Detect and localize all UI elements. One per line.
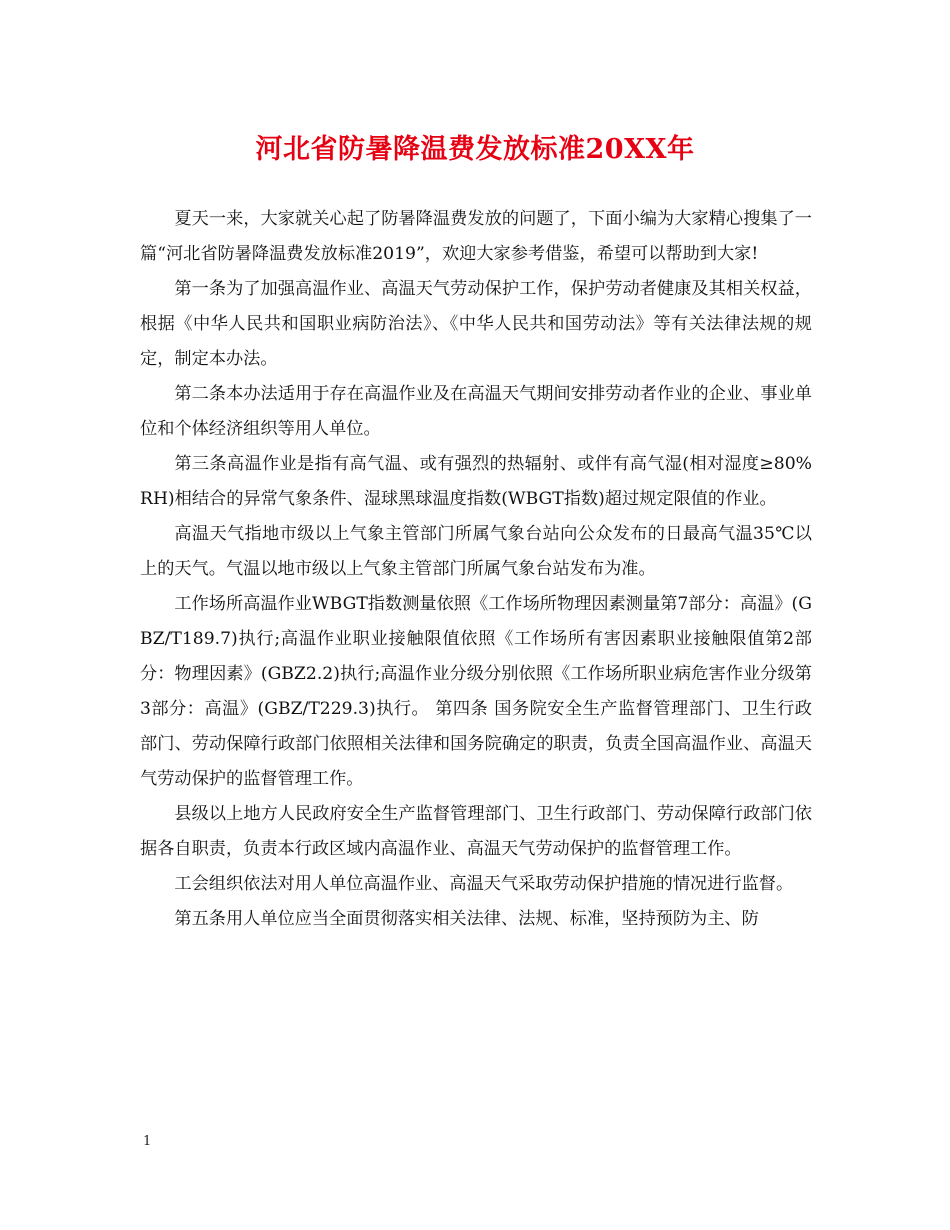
document-body xyxy=(140,202,812,937)
paragraph-article-2: 第二条本办法适用于存在高温作业及在高温天气期间安排劳动者作业的企业、事业单位和个体经济组织等用人单位。 xyxy=(140,384,812,439)
paragraph-high-temperature-weather: 高温天气指地市级以上气象主管部门所属气象台站向公众发布的日最高气温35℃以上的天气。气温以地市级以上气象主管部门所属气象台站发布为准。 xyxy=(140,524,812,579)
paragraph-article-1: 第一条为了加强高温作业、高温天气劳动保护工作，保护劳动者健康及其相关权益，根据《中华人民共和国职业病防治法》、《中华人民共和国劳动法》等有关法律法规的规定，制定本办法。 xyxy=(140,279,812,369)
paragraph-union-supervision: 工会组织依法对用人单位高温作业、高温天气采取劳动保护措施的情况进行监督。 xyxy=(174,874,794,894)
paragraph-article-5: 第五条用人单位应当全面贯彻落实相关法律、法规、标准，坚持预防为主、防 xyxy=(174,909,759,929)
paragraph-article-3: 第三条高温作业是指有高气温、或有强烈的热辐射、或伴有高气湿(相对湿度≥80%RH)相结合的异常气象条件、湿球黑球温度指数(WBGT指数)超过规定限值的作业。 xyxy=(140,454,812,509)
document-title: 河北省防暑降温费发放标准20XX年 xyxy=(255,134,695,165)
page-number: 1 xyxy=(143,1134,152,1149)
paragraph-wbgt-measurement: 工作场所高温作业WBGT指数测量依照《工作场所物理因素测量第7部分：高温》(GBZ/T189.7)执行;高温作业职业接触限值依照《工作场所有害因素职业接触限值第2部分：物理因素》(GBZ2.2)执行;高温作业分级分别依照《工作场所职业病危害作业分级第3部分：高温》(GBZ/T229.3)执行。 第四条 国务院安全生产监督管理部门、卫生行政部门、劳动保障行政部门依照相关法律和国务院确定的职责，负责全国高温作业、高温天气劳动保护的监督管理工作。 xyxy=(140,594,812,789)
paragraph-local-supervision: 县级以上地方人民政府安全生产监督管理部门、卫生行政部门、劳动保障行政部门依据各自职责，负责本行政区域内高温作业、高温天气劳动保护的监督管理工作。 xyxy=(140,804,812,859)
paragraph-intro: 夏天一来，大家就关心起了防暑降温费发放的问题了，下面小编为大家精心搜集了一篇“河北省防暑降温费发放标准2019”，欢迎大家参考借鉴，希望可以帮助到大家! xyxy=(140,209,812,264)
